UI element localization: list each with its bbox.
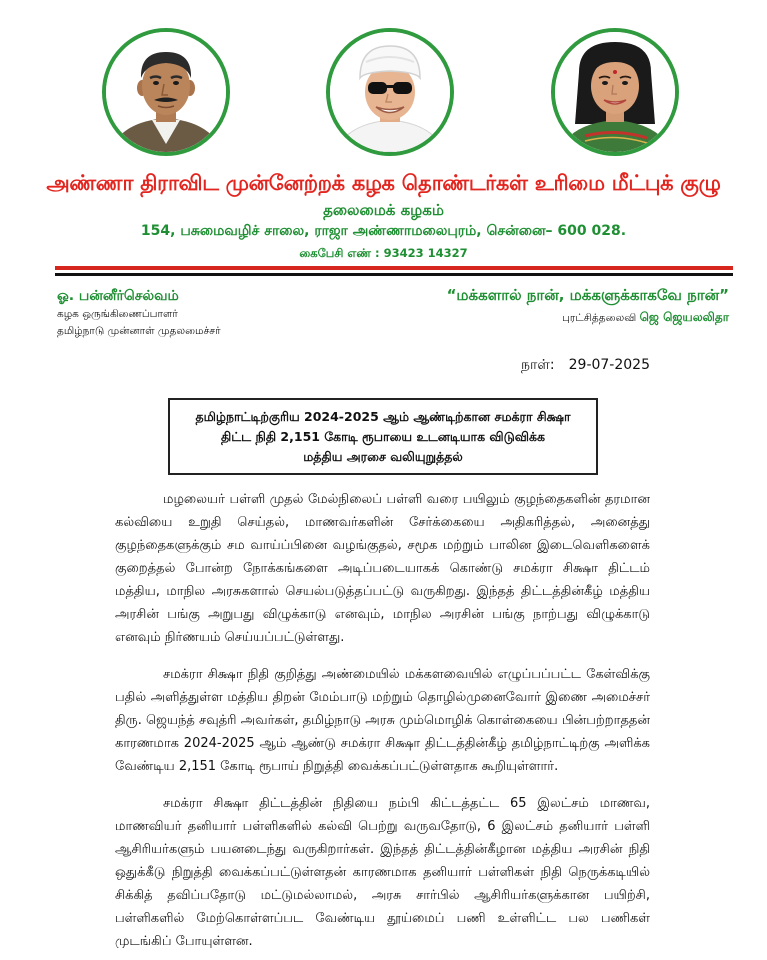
subject-line: திட்ட நிதி 2,151 கோடி ரூபாயை உடனடியாக விடுவிக்க [220,429,546,444]
body-paragraph: மழலையர் பள்ளி முதல் மேல்நிலைப் பள்ளி வரை பயிலும் குழந்தைகளின் தரமான கல்வியை உறுதி செய்தல், மாணவர்களின் சேர்க்கையை அதிகரித்தல், அனைத்து குழந்தைகளுக்கும் சம வாய்ப்பினை வழங்குதல், சமூக மற்றும் பாலின இடைவெளிகளைக் குறைத்தல் போன்ற நோக்கங்களை அடிப்படையாகக் கொண்டு சமக்ரா சிக்ஷா திட்டம் மத்திய, மாநில அரசுகளால் செயல்படுத்தப்பட்டு வருகிறது. இந்தத் திட்டத்தின்கீழ் மத்திய அரசின் பங்கு அறுபது விழுக்காடு எனவும், மாநில அரசின் பங்கு நாற்பது விழுக்காடு எனவும் நிர்ணயம் செய்யப்பட்டுள்ளது. [115,492,650,645]
portrait-right [551,28,679,156]
headquarters-label: தலைமைக் கழகம் [323,201,444,219]
sender-block [57,286,357,340]
subject-box [168,398,598,475]
divider-black [55,273,733,276]
body-paragraph: சமக்ரா சிக்ஷா திட்டத்தின் நிதியை நம்பி கிட்டத்தட்ட 65 இலட்சம் மாணவ, மாணவியர் தனியார் பள்ளிகளில் கல்வி பெற்று வருவதோடு, 6 இலட்சம் தனியார் பள்ளி ஆசிரியர்களும் பயனடைந்து வருகிறார்கள். இந்தத் திட்டத்தின்கீழான மத்திய அரசின் நிதி ஒதுக்கீடு நிறுத்தி வைக்கப்பட்டுள்ளதன் காரணமாக தனியார் பள்ளிகள் நிதி நெருக்கடியில் சிக்கித் தவிப்பதோடு மட்டுமல்லாமல், அரசு சார்பில் ஆசிரியர்களுக்கான பயிற்சி, பள்ளிகளில் மேற்கொள்ளப்பட வேண்டிய தூய்மைப் பணி உள்ளிட்ட பல பணிகள் முடங்கிப் போயுள்ளன. [115,796,650,948]
attribution-prefix: புரட்சித்தலைவி [562,312,637,324]
subject-line: தமிழ்நாட்டிற்குரிய 2024-2025 ஆம் ஆண்டிற்கான சமக்ரா சிக்ஷா [195,409,571,424]
portrait-center [326,28,454,156]
portrait-center-image [330,32,450,152]
portrait-left-image [106,32,226,152]
body-paragraph: சமக்ரா சிக்ஷா நிதி குறித்து அண்மையில் மக்களவையில் எழுப்பப்பட்ட கேள்விக்கு பதில் அளித்துள்ள மத்திய திறன் மேம்பாடு மற்றும் தொழில்முனைவோர் இணை அமைச்சர் திரு. ஜெயந்த் சவுத்ரி அவர்கள், தமிழ்நாடு அரசு மும்மொழிக் கொள்கையை பின்பற்றாததன் காரணமாக 2024-2025 ஆம் ஆண்டு சமக்ரா சிக்ஷா திட்டத்தின்கீழ் தமிழ்நாட்டிற்கு அளிக்க வேண்டிய 2,151 கோடி ரூபாய் நிறுத்தி வைக்கப்பட்டுள்ளதாக கூறியுள்ளார். [115,667,650,774]
quote-block [369,284,729,327]
sender-role-former-cm: தமிழ்நாடு முன்னாள் முதலமைச்சர் [57,325,221,337]
subject-line: மத்திய அரசை வலியுறுத்தல் [303,449,463,464]
portrait-right-image [555,32,675,152]
phone-number: கைபேசி எண் : 93423 14327 [299,246,468,260]
date-line [521,357,650,375]
quote-text: “மக்களால் நான், மக்களுக்காகவே நான்” [446,286,729,304]
quote-attribution [369,308,729,327]
sender-role-coordinator: கழக ஒருங்கிணைப்பாளர் [57,308,178,320]
organization-title: அண்ணா திராவிட முன்னேற்றக் கழக தொண்டர்கள் உரிமை மீட்புக் குழு [46,171,721,195]
divider-red [55,266,733,270]
address: 154, பசுமைவழிச் சாலை, ராஜா அண்ணாமலைபுரம், சென்னை– 600 028. [140,223,627,239]
date-label: நாள்: [520,357,555,373]
body-text [115,488,650,948]
date-value: 29-07-2025 [568,357,650,373]
sender-name: ஓ. பன்னீர்செல்வம் [57,288,179,304]
portrait-left [102,28,230,156]
attribution-name: ஜெ ஜெயலலிதா [639,310,729,324]
